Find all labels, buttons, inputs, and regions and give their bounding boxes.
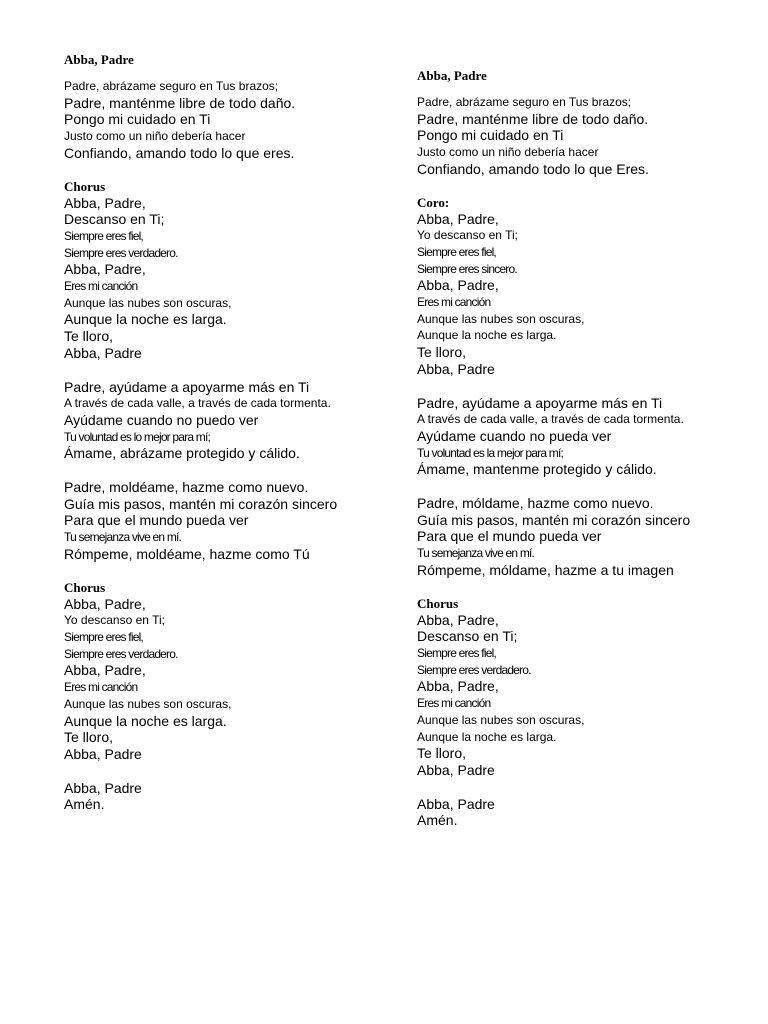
- lyric-line: Padre, manténme libre de todo daño.: [64, 94, 296, 111]
- lyric-line: Abba, Padre,: [64, 194, 146, 211]
- lyric-line: Pongo mi cuidado en Ti: [64, 111, 211, 128]
- lyric-line: Abba, Padre: [417, 795, 495, 812]
- lyric-line: Para que el mundo pueda ver: [417, 528, 602, 545]
- lyrics-column-right: [417, 0, 757, 846]
- lyric-line: Rómpeme, moldéame, hazme como Tú: [64, 545, 310, 562]
- lyric-line: Tu semejanza vive en mí.: [417, 546, 535, 561]
- lyric-line: Abba, Padre,: [64, 261, 146, 278]
- lyric-line: Aunque las nubes son oscuras,: [417, 712, 585, 727]
- lyric-line: A través de cada valle, a través de cada tormenta.: [417, 412, 684, 427]
- lyric-line: Abba, Padre,: [417, 210, 499, 227]
- stanza: [64, 479, 404, 563]
- lyric-line: Pongo mi cuidado en Ti: [417, 127, 564, 144]
- lyric-line: Confiando, amando todo lo que eres.: [64, 144, 295, 161]
- lyric-line: Tu voluntad es la mejor para mí;: [417, 445, 564, 460]
- lyric-line: Para que el mundo pueda ver: [64, 512, 249, 529]
- lyric-line: Siempre eres sincero.: [417, 261, 517, 276]
- lyric-line: Aunque la noche es larga.: [417, 729, 557, 744]
- lyric-line: Abba, Padre: [417, 360, 495, 377]
- lyric-line: Ayúdame cuando no pueda ver: [417, 427, 612, 444]
- lyric-line: Siempre eres verdadero.: [64, 646, 178, 661]
- lyric-line: Siempre eres fiel,: [417, 645, 496, 660]
- lyric-line: Justo como un niño debería hacer: [417, 145, 599, 160]
- lyric-line: Abba, Padre: [417, 761, 495, 778]
- lyric-line: Aunque las nubes son oscuras,: [64, 295, 232, 310]
- lyric-line: Eres mi canción: [417, 696, 491, 711]
- lyric-line: Padre, moldéame, hazme como nuevo.: [64, 479, 309, 496]
- stanza: [417, 395, 757, 479]
- stanza-heading: Chorus: [64, 178, 106, 194]
- lyric-line: Abba, Padre: [64, 779, 142, 796]
- lyric-line: Yo descanso en Ti;: [64, 613, 165, 628]
- stanza: [417, 596, 757, 779]
- lyric-line: Eres mi canción: [417, 295, 491, 310]
- stanza: [417, 94, 757, 178]
- lyric-line: Ámame, abrázame protegido y cálido.: [64, 445, 300, 462]
- lyric-line: Ayúdame cuando no puedo ver: [64, 411, 259, 428]
- lyric-line: Siempre eres verdadero.: [64, 245, 178, 260]
- lyric-line: Padre, manténme libre de todo daño.: [417, 110, 649, 127]
- lyric-line: Abba, Padre: [64, 745, 142, 762]
- stanza-list: [417, 94, 757, 829]
- lyric-line: Rómpeme, móldame, hazme a tu imagen: [417, 561, 674, 578]
- lyric-line: Aunque las nubes son oscuras,: [64, 696, 232, 711]
- lyric-line: Aunque la noche es larga.: [64, 712, 227, 729]
- song-title: Abba, Padre: [417, 68, 487, 83]
- stanza-heading: Coro:: [417, 194, 450, 210]
- stanza: [417, 495, 757, 579]
- lyric-line: Abba, Padre,: [417, 277, 499, 294]
- lyric-line: Padre, ayúdame a apoyarme más en Ti: [64, 378, 310, 395]
- lyric-line: Descanso en Ti;: [417, 628, 518, 645]
- lyric-line: Te lloro,: [417, 344, 467, 361]
- stanza: [64, 379, 404, 463]
- lyric-line: Te lloro,: [64, 729, 114, 746]
- stanza-heading: Chorus: [417, 595, 459, 611]
- lyric-line: Abba, Padre,: [417, 678, 499, 695]
- lyric-line: Guía mis pasos, mantén mi corazón sincero: [64, 495, 338, 512]
- lyric-line: Siempre eres fiel,: [64, 228, 143, 243]
- lyric-line: Eres mi canción: [64, 680, 138, 695]
- lyric-line: Siempre eres verdadero.: [417, 662, 531, 677]
- lyrics-column-left: [64, 0, 404, 830]
- song-title: Abba, Padre: [64, 52, 134, 67]
- lyric-line: Padre, abrázame seguro en Tus brazos;: [417, 95, 632, 109]
- lyric-line: Abba, Padre,: [64, 595, 146, 612]
- lyric-line: Padre, abrázame seguro en Tus brazos;: [64, 79, 279, 93]
- lyric-line: Tu voluntad es lo mejor para mí;: [64, 429, 211, 444]
- lyric-line: Te lloro,: [64, 328, 114, 345]
- lyric-line: Abba, Padre: [64, 344, 142, 361]
- lyric-line: Abba, Padre,: [417, 611, 499, 628]
- lyric-line: Confiando, amando todo lo que Eres.: [417, 160, 649, 177]
- stanza-list: [64, 78, 404, 813]
- lyric-line: Siempre eres fiel,: [64, 629, 143, 644]
- stanza: [417, 796, 757, 829]
- lyric-line: Yo descanso en Ti;: [417, 228, 518, 243]
- lyric-line: Amén.: [417, 812, 458, 829]
- lyric-line: Eres mi canción: [64, 279, 138, 294]
- stanza: [417, 195, 757, 378]
- lyric-line: Tu semejanza vive en mí.: [64, 530, 182, 545]
- lyric-line: Te lloro,: [417, 745, 467, 762]
- lyric-line: Justo como un niño debería hacer: [64, 129, 246, 144]
- stanza: [64, 78, 404, 162]
- lyric-line: Descanso en Ti;: [64, 211, 165, 228]
- lyric-line: Abba, Padre,: [64, 662, 146, 679]
- lyric-line: A través de cada valle, a través de cada tormenta.: [64, 396, 331, 411]
- stanza-heading: Chorus: [64, 579, 106, 595]
- lyric-line: Aunque las nubes son oscuras,: [417, 311, 585, 326]
- stanza: [64, 580, 404, 763]
- lyric-line: Ámame, mantenme protegido y cálido.: [417, 461, 657, 478]
- lyric-line: Aunque la noche es larga.: [417, 328, 557, 343]
- stanza: [64, 179, 404, 362]
- lyric-line: Guía mis pasos, mantén mi corazón sincero: [417, 511, 691, 528]
- stanza: [64, 780, 404, 813]
- lyric-line: Padre, móldame, hazme como nuevo.: [417, 495, 654, 512]
- lyric-line: Aunque la noche es larga.: [64, 311, 227, 328]
- lyric-line: Siempre eres fiel,: [417, 244, 496, 259]
- lyric-line: Amén.: [64, 796, 105, 813]
- lyric-line: Padre, ayúdame a apoyarme más en Ti: [417, 394, 663, 411]
